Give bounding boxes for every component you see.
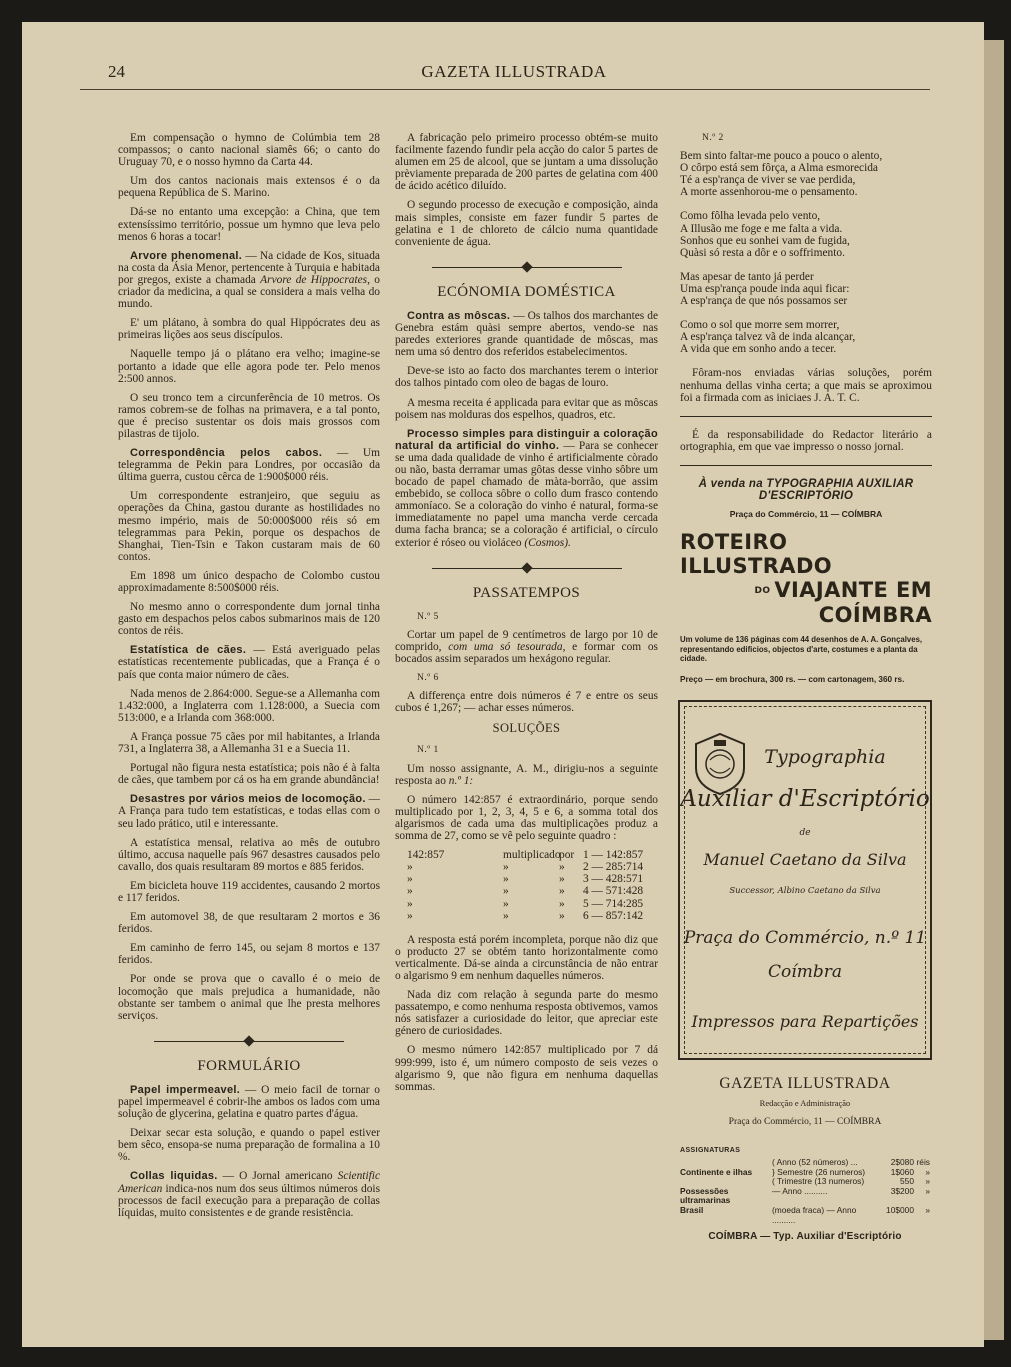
article-papel: Papel impermeavel. — O meio facil de tornar o papel impermeavel é cobrir-lhe ambos os lados com uma solução de glycerina, gelatina e quatro partes d'água.	[118, 1083, 380, 1121]
rate-cell: ( Trimestre (13 numeros)	[772, 1176, 865, 1187]
section-title-solucoes: SOLUÇÕES	[492, 721, 561, 736]
header-rule	[80, 89, 930, 90]
advert-address: Praça do Commércio, 11 — COÍMBRA	[729, 509, 883, 520]
multiplication-cell: »	[407, 861, 413, 874]
ad-line: Typographia	[764, 746, 886, 768]
multiplication-cell: »	[407, 885, 413, 898]
multiplication-cell: »	[559, 885, 565, 898]
rate-cell: Possessões ultramarinas	[680, 1185, 731, 1206]
multiplication-cell: 3 — 428:571	[583, 873, 644, 886]
divider	[680, 465, 932, 466]
paragraph: A mesma receita é applicada para evitar que as môscas poisem nas molduras dos espelhos, quadros, etc.	[395, 396, 658, 421]
rate-cell: 550	[900, 1176, 914, 1187]
printer-footer: COÍMBRA — Typ. Auxiliar d'Escriptório	[708, 1231, 902, 1242]
multiplication-cell: 1 — 142:857	[583, 849, 644, 862]
ad-line: de	[799, 828, 811, 838]
multiplication-cell: »	[407, 909, 413, 922]
paragraph: A França possue 75 cães por mil habitantes, a Irlanda 731, a Inglaterra 38, a Allemanha 31 e a Suecia 11.	[118, 730, 380, 756]
paragraph: Em bicicleta houve 119 accidentes, causando 2 mortos e 117 feridos.	[118, 879, 380, 904]
rate-cell: »	[925, 1185, 930, 1196]
publication-sub: Redacção e Administração	[759, 1098, 851, 1108]
paragraph: O mesmo número 142:857 multiplicado por 7 dá 999:999, isto é, um número composto de seis vezes o algarismo 9, que não figura em nenhuma daquellas sommas.	[395, 1044, 658, 1093]
rate-cell: réis	[916, 1157, 930, 1167]
puzzle-number: N.º 6	[417, 673, 439, 684]
article-collas: Collas liquidas. — O Jornal americano Scientific American indica-nos num dos seus últimos números dois processos de facil execução para a preparação de collas líquidas, muito consistentes e de grande resistência.	[118, 1170, 381, 1219]
paragraph: Naquelle tempo já o plátano era velho; imagine-se portanto a idade que elle agora pode ter. Pelo menos 2:500 annos.	[118, 348, 380, 385]
multiplication-cell: »	[559, 861, 565, 874]
poem-stanza	[680, 319, 932, 355]
article-moscas: Contra as môscas. — Os talhos dos marchantes de Genebra estám quàsi sempre abertos, vendo-se nas paredes exteriores grande quantidade de môscas, mas nem uma só dentro dos referidos estabelecimentos.	[395, 309, 658, 359]
multiplication-cell: »	[503, 909, 509, 922]
rate-cell: (moeda fraca) — Anno ..........	[772, 1204, 857, 1225]
paragraph: O segundo processo de execução e composição, ainda mais simples, consiste em fazer fundir 5 partes de gelatina e 1 de chloreto de cálcio numa quantidade conveniente de água.	[395, 199, 658, 248]
rate-cell: Continente e ilhas	[680, 1166, 753, 1177]
rate-cell: 3$200	[890, 1185, 914, 1196]
newspaper-title: GAZETA ILLUSTRADA	[421, 62, 607, 81]
ad-line: Manuel Caetano da Silva	[703, 850, 907, 869]
puzzle-6: A differença entre dois números é 7 e entre os seus cubos é 1,267; — achar esses números.	[395, 690, 658, 715]
multiplication-row	[407, 861, 658, 873]
paragraph: Em automovel 38, de que resultaram 2 mortos e 36 feridos.	[118, 911, 380, 936]
multiplication-cell: multiplicado	[503, 849, 561, 862]
article-heading: Desastres por vários meios de locomoção.	[130, 793, 366, 806]
column-3	[680, 132, 932, 686]
poem-line: A esp'rança de que nós possamos ser	[680, 295, 848, 308]
multiplication-cell: »	[407, 897, 413, 910]
multiplication-cell: »	[559, 873, 565, 886]
paragraph: Em caminho de ferro 145, ou sejam 8 mortos e 137 feridos.	[118, 942, 380, 967]
paragraph: E' um plátano, à sombra do qual Hippócrates deu as primeiras lições aos seus discípulos.	[118, 317, 380, 342]
poem-line: Como o sol que morre sem morrer,	[680, 319, 840, 332]
rate-cell: 1$060	[890, 1166, 914, 1177]
poem-line: Mas apesar de tanto já perder	[680, 270, 814, 283]
paragraph: Deixar secar esta solução, e quando o papel estiver bem sêco, ensopa-se numa preparação de formalina a 10 %.	[118, 1127, 380, 1164]
multiplication-cell: »	[503, 885, 509, 898]
rate-cell: »	[925, 1166, 930, 1177]
article-desastres: Desastres por vários meios de locomoção. — A França para tudo tem estatísticas, e todas ellas com o seu lado prático, util e interessante.	[118, 793, 381, 830]
rate-cell: Brasil	[680, 1204, 704, 1215]
publication-title: GAZETA ILLUSTRADA	[719, 1075, 891, 1092]
poem-line: Uma esp'rança poude inda aqui ficar:	[680, 282, 850, 295]
paragraph: A fabricação pelo primeiro processo obtém-se muito facilmente fazendo fundir pela acção do calor 5 partes de alumen em 25 de alcool, que se juntam a uma dissolução prèviamente preparada de 200 partes de gelatina com 400 de ácido acético diluído.	[395, 132, 658, 193]
ad-line: Successor, Albino Caetano da Silva	[729, 886, 881, 896]
page-number: 24	[108, 62, 125, 81]
rate-cell: »	[925, 1176, 930, 1187]
poem-line: O côrpo está sem fôrça, a Alma esmorecida	[680, 162, 878, 175]
poem-line: Bem sinto faltar-me pouco a pouco o alento,	[680, 150, 883, 163]
multiplication-cell: »	[503, 873, 509, 886]
paragraph: Um nosso assignante, A. M., dirigiu-nos a seguinte resposta ao n.º 1:	[395, 762, 658, 787]
section-title-formulario: FORMULÁRIO	[197, 1057, 301, 1074]
subscriptions-heading: ASSIGNATURAS	[680, 1147, 741, 1154]
page-header	[108, 58, 920, 88]
section-ornament	[154, 1036, 344, 1046]
publication-info	[680, 1075, 930, 1225]
article-heading: Processo simples para distinguir a coloração natural da artificial do vinho.	[395, 427, 658, 452]
multiplication-row	[407, 873, 658, 885]
ad-line: Impressos para Repartições	[691, 1012, 919, 1031]
rate-cell: »	[925, 1204, 930, 1215]
paragraph: O seu tronco tem a circunferência de 10 metros. Os ramos cobrem-se de folhas na primavera, e a tal ponto, que é preciso sustentar os dois mais grossos com pilastras de tijolo.	[118, 391, 380, 440]
poem-stanza	[680, 210, 932, 258]
multiplication-cell: 5 — 714:285	[583, 897, 644, 910]
advert-title-2: DO VIAJANTE EM COÍMBRA	[754, 578, 932, 628]
article-heading: Estatística de cães.	[130, 644, 247, 657]
section-ornament	[432, 262, 622, 272]
poem-line: A vida que em sonho ando a tecer.	[680, 343, 837, 356]
section-ornament	[432, 563, 622, 573]
article-correspondencia: Correspondência pelos cabos. — Um telegramma de Pekin para Londres, por occasião da última guerra, custou cêrca de 1:900$000 réis.	[118, 447, 380, 484]
poem-line: A morte assenhorou-me o pensamento.	[680, 186, 858, 199]
multiplication-row	[407, 898, 658, 910]
advert-title: ROTEIRO ILLUSTRADO	[680, 530, 833, 579]
advert-typographia	[678, 700, 932, 1060]
paragraph: A estatística mensal, relativa ao mês de outubro último, accusa naquelle país 967 desastres causados pelo cavallo, dos quais resultaram 89 mortos e 885 feridos.	[118, 836, 380, 873]
multiplication-cell: »	[559, 897, 565, 910]
multiplication-cell: »	[503, 897, 509, 910]
paragraph: Um dos cantos nacionais mais extensos é o da pequena República de S. Marino.	[118, 175, 380, 200]
advert-price: Preço — em brochura, 300 rs. — com cartonagem, 360 rs.	[680, 674, 905, 684]
article-arvore: Arvore phenomenal. — Na cidade de Kos, situada na costa da Ásia Menor, pertencente à Turquia e habitada por gregos, existe a chamada Arvore de Hippocrates, o criador da medicina, a qual se considera a mais velha do mundo.	[118, 249, 381, 311]
rate-row	[680, 1206, 930, 1225]
column-1	[118, 132, 380, 1226]
rate-cell: 10$000	[886, 1204, 914, 1215]
next-page-edge	[984, 40, 1004, 1340]
paragraph: Por onde se prova que o cavallo é o meio de locomoção que mais prejudica a humanidade, não obstante ser tambem o animal que lhe presta melhores serviços.	[118, 973, 380, 1022]
rate-cell: 2$080	[890, 1157, 914, 1167]
puzzle-number: N.º 5	[417, 611, 439, 622]
poem-stanza	[680, 271, 932, 307]
subscription-rates	[680, 1158, 930, 1225]
paragraph: Nada diz com relação à segunda parte do mesmo passatempo, e como nenhuma resposta obtivemos, vamos nós satisfazer a curiosidade do leitor, que apreciar este género de curiosidades.	[395, 989, 658, 1038]
article-caes: Estatística de cães. — Está averiguado pelas estatísticas recentemente publicadas, que a França é o país que conta maior número de cães.	[118, 644, 380, 681]
poem-line: A Illusão me foge e me falta a vida.	[680, 222, 843, 235]
solution-number: N.º 2	[702, 133, 724, 143]
multiplication-table	[407, 849, 658, 922]
section-title-economia: ECÓNOMIA DOMÉSTICA	[437, 283, 616, 300]
article-heading: Collas liquidas.	[130, 1170, 218, 1183]
paragraph: É da responsabilidade do Redactor literário a ortographia, em que vae impresso o nosso jornal.	[680, 428, 932, 453]
poem	[680, 150, 932, 355]
multiplication-cell: 2 — 285:714	[583, 861, 644, 874]
article-heading: Contra as môscas.	[407, 309, 511, 322]
poem-line: Como fôlha levada pelo vento,	[680, 210, 821, 223]
puzzle-5: Cortar um papel de 9 centímetros de largo por 10 de comprido, com uma só tesourada, e formar com os bocados assim separados um hexágono regular.	[395, 628, 658, 665]
paragraph: Dá-se no entanto uma excepção: a China, que tem extensíssimo território, possue um hymno que leva pelo menos 6 horas a tocar!	[118, 206, 380, 243]
multiplication-cell: por	[559, 849, 575, 862]
article-heading: Correspondência pelos cabos.	[130, 447, 323, 460]
multiplication-row	[407, 910, 658, 922]
paragraph: O número 142:857 é extraordinário, porque sendo multiplicado por 1, 2, 3, 4, 5 e 6, a somma total dos algarismos de cada uma das multiplicações produz a somma de 27, como se vê pelo seguinte quadro :	[395, 793, 658, 843]
paragraph: Um correspondente estranjeiro, que seguiu as operações da China, gastou durante as hostilidades no mesmo império, mais de 50:000$000 réis só em telegrammas para Pekin, porque os despachos de Shanghai, Tien-Tsin e Takon custaram mais de 60 contos.	[118, 490, 380, 563]
advert-description: Um volume de 136 páginas com 44 desenhos de A. A. Gonçalves, representando edificios, objectos d'arte, costumes e a planta da cidade.	[680, 635, 923, 664]
paragraph: Fôram-nos enviadas várias soluções, porém nenhuma dellas vinha certa; a que mais se aproximou foi a firmada com as iniciaes J. A. T. C.	[680, 367, 932, 404]
rate-cell: } Semestre (26 numeros)	[772, 1166, 866, 1177]
advert-venda: À venda na TYPOGRAPHIA AUXILIAR D'ESCRIPTÓRIO	[698, 477, 914, 502]
rate-cell: ( Anno (52 números) ...	[772, 1157, 858, 1167]
paragraph: No mesmo anno o correspondente dum jornal tinha gasto em despachos pelos cabos submarinos mais de 120 contos de réis.	[118, 601, 380, 638]
ad-line: Coímbra	[768, 962, 842, 982]
paragraph: Nada menos de 2.864:000. Segue-se a Allemanha com 1.432:000, a Inglaterra com 1.128:000, a Suecia com 513:000, e a Irlanda com 368:000.	[118, 687, 380, 724]
solution-number: N.º 1	[417, 745, 439, 756]
poem-line: Quàsi só resta a dôr e o soffrimento.	[680, 246, 845, 259]
paragraph: Em compensação o hymno de Colúmbia tem 28 compassos; o canto nacional siamês 66; o canto do Uruguay 70, e o nosso hymno da Carta 44.	[118, 132, 380, 169]
rate-cell: — Anno ..........	[772, 1185, 828, 1196]
rate-row	[680, 1187, 930, 1206]
paragraph: Portugal não figura nesta estatística; pois não é à falta de cães, que tambem por cá os ha em grande abundância!	[118, 762, 380, 787]
poem-line: Té a esp'rança de viver se vae perdida,	[680, 174, 856, 187]
paragraph: Em 1898 um único despacho de Colombo custou approximadamente 8:500$000 réis.	[118, 569, 380, 594]
column-2	[395, 132, 658, 1100]
multiplication-cell: »	[407, 873, 413, 886]
paragraph: A resposta está porém incompleta, porque não diz que o producto 27 se obtém tanto horizontalmente como verticalmente. Dá-se ainda a circunstância de não entrar o algarismo 9 em nenhum daquelles números.	[395, 933, 658, 982]
poem-stanza	[680, 150, 932, 198]
multiplication-row	[407, 885, 658, 897]
poem-line: A esp'rança talvez vã de inda alcançar,	[680, 331, 856, 344]
multiplication-row	[407, 849, 658, 861]
divider	[680, 416, 932, 417]
ad-line: Praça do Commércio, n.º 11	[683, 928, 927, 948]
publication-address: Praça do Commércio, 11 — COÍMBRA	[728, 1117, 882, 1127]
advert-roteiro	[680, 478, 932, 686]
poem-line: Sonhos que eu sonhei vam de fugida,	[680, 234, 850, 247]
multiplication-cell: 6 — 857:142	[583, 909, 644, 922]
multiplication-cell: 4 — 571:428	[583, 885, 644, 898]
section-title-passatempos: PASSATEMPOS	[472, 584, 581, 601]
ad-line: Auxiliar d'Escriptório	[680, 786, 930, 812]
article-heading: Arvore phenomenal.	[130, 249, 243, 262]
multiplication-cell: »	[503, 861, 509, 874]
article-vinho: Processo simples para distinguir a coloração natural da artificial do vinho. — Para se conhecer se uma dada qualidade de vinho é artificialmente còrado ou não, basta derramar umas gôtas desse vinho sôbre um bocado de papel chamado de màta-borrão, que assim embebido, se colloca sôbre o collo dum frasco contendo ammoníaco. Se a coloração do vinho é natural, forma-se immediatamente no papel uma mancha verde cercada duma facha branca; se a coloração é artificial, o círculo exterior é róseo ou violáceo (Cosmos).	[395, 427, 658, 549]
multiplication-cell: »	[559, 909, 565, 922]
article-heading: Papel impermeavel.	[130, 1083, 241, 1096]
paragraph: Deve-se isto ao facto dos marchantes terem o interior dos talhos pintado com oleo de bagas de louro.	[395, 365, 658, 390]
multiplication-cell: 142:857	[407, 849, 445, 862]
